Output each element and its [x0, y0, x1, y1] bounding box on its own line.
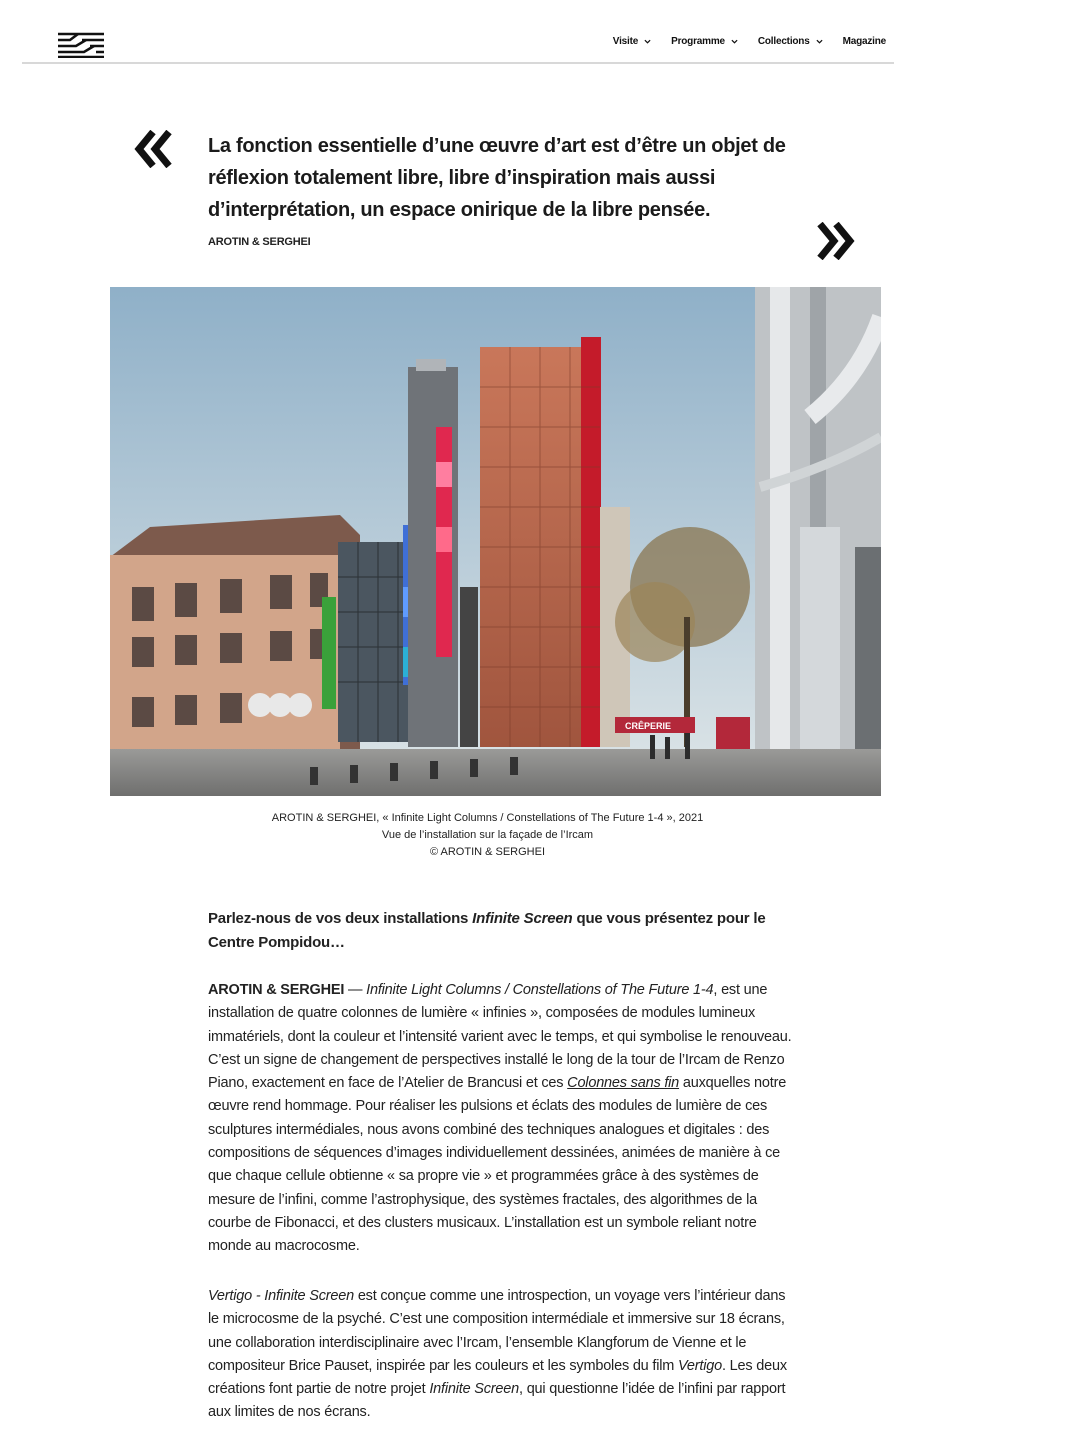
- centre-pompidou-logo-icon[interactable]: [56, 30, 106, 58]
- answer-paragraph-1: [208, 979, 793, 1259]
- project-title: Infinite Screen: [429, 1381, 520, 1398]
- nav-visite[interactable]: [613, 36, 651, 47]
- installation-photo[interactable]: [110, 287, 881, 796]
- quote-author: AROTIN & SERGHEI: [208, 236, 311, 248]
- nav-visite-label: Visite: [612, 36, 639, 47]
- quote-close-icon: [814, 222, 856, 260]
- answer-dash: —: [344, 982, 367, 998]
- answer-paragraph-2: [208, 1285, 793, 1425]
- pull-quote: [208, 130, 788, 226]
- film-title: Vertigo: [677, 1357, 722, 1374]
- nav-programme-label: Programme: [671, 36, 725, 47]
- pull-quote-line-1: La fonction essentielle d’une œuvre d’art est d’être un objet de: [208, 135, 786, 157]
- interview-question: [208, 907, 793, 955]
- p2-text-a: est conçue comme une introspection, un voyage vers l’intérieur dans le microcosme de la psyché. C’est une composition intermédiale et immersive sur 18 écrans, une collaboration interdisciplinaire avec l’Ircam, l’ensemble Klangforum de Vienne et le compositeur Brice Pauset, inspirée par les couleurs et les symboles du film: [208, 1288, 786, 1374]
- question-title: Infinite Screen: [472, 910, 573, 927]
- caption-line-1: AROTIN & SERGHEI, « Infinite Light Columns / Constellations of The Future 1-4 », 2021: [271, 812, 704, 824]
- question-text-a: Parlez-nous de vos deux installations: [208, 910, 473, 927]
- nav-programme[interactable]: [671, 36, 738, 47]
- caption-line-3: © AROTIN & SERGHEI: [429, 846, 546, 858]
- p2-text-b: . Les deux créations font partie de notre projet: [208, 1357, 787, 1398]
- question-text-b: que vous présentez pour le Centre Pompidou…: [208, 910, 766, 951]
- chevron-down-icon: [644, 38, 651, 45]
- ircam-facade-illustration: [110, 287, 881, 796]
- caption-line-2: Vue de l’installation sur la façade de l’Ircam: [381, 829, 594, 841]
- vertigo-title: Vertigo - Infinite Screen: [208, 1288, 354, 1304]
- nav-magazine[interactable]: [843, 36, 886, 47]
- answer-text-b: auxquelles notre œuvre rend hommage. Pour réaliser les pulsions et éclats des modules de lumière de ces sculptures intermédiales, nous avons combiné des techniques analogues et digitales : des compositions de séquences d’images individuellement dessinées, animées de manière à ce que chaque cellule obtienne « sa propre vie » et programmées grâce à des systèmes de mesure de l’infini, comme l’astrophysique, des systèmes fractales, des algorithmes de la courbe de Fibonacci, et des clusters musicaux. L’installation est un symbole reliant notre monde au macrocosme.: [208, 1075, 787, 1255]
- artwork-title: Infinite Light Columns / Constellations of The Future 1-4: [366, 982, 714, 998]
- site-header: [22, 22, 894, 64]
- chevron-down-icon: [816, 38, 823, 45]
- creperie-sign: CRÊPERIE: [625, 721, 672, 731]
- nav-magazine-label: Magazine: [842, 36, 886, 47]
- quote-open-icon: [133, 130, 175, 168]
- chevron-down-icon: [731, 38, 738, 45]
- answer-author: AROTIN & SERGHEI: [208, 982, 345, 998]
- pull-quote-line-2: réflexion totalement libre, libre d’inspiration mais aussi: [208, 167, 716, 189]
- nav-collections-label: Collections: [757, 36, 810, 47]
- photo-caption: [200, 810, 775, 861]
- main-nav: [613, 36, 886, 47]
- pull-quote-line-3: d’interprétation, un espace onirique de la libre pensée.: [208, 199, 711, 221]
- nav-collections[interactable]: [758, 36, 823, 47]
- answer-text-a: , est une installation de quatre colonnes de lumière « infinies », composées de modules lumineux immatériels, dont la couleur et l’intensité varient avec le temps, et qui symbolise le renouveau. C’est un signe de changement de perspectives installé le long de la tour de l’Ircam de Renzo Piano, exactement en face de l’Atelier de Brancusi et ces: [208, 982, 792, 1092]
- colonnes-sans-fin-link[interactable]: Colonnes sans fin: [567, 1075, 680, 1092]
- p2-text-c: , qui questionne l’idée de l’infini par rapport aux limites de nos écrans.: [208, 1381, 786, 1421]
